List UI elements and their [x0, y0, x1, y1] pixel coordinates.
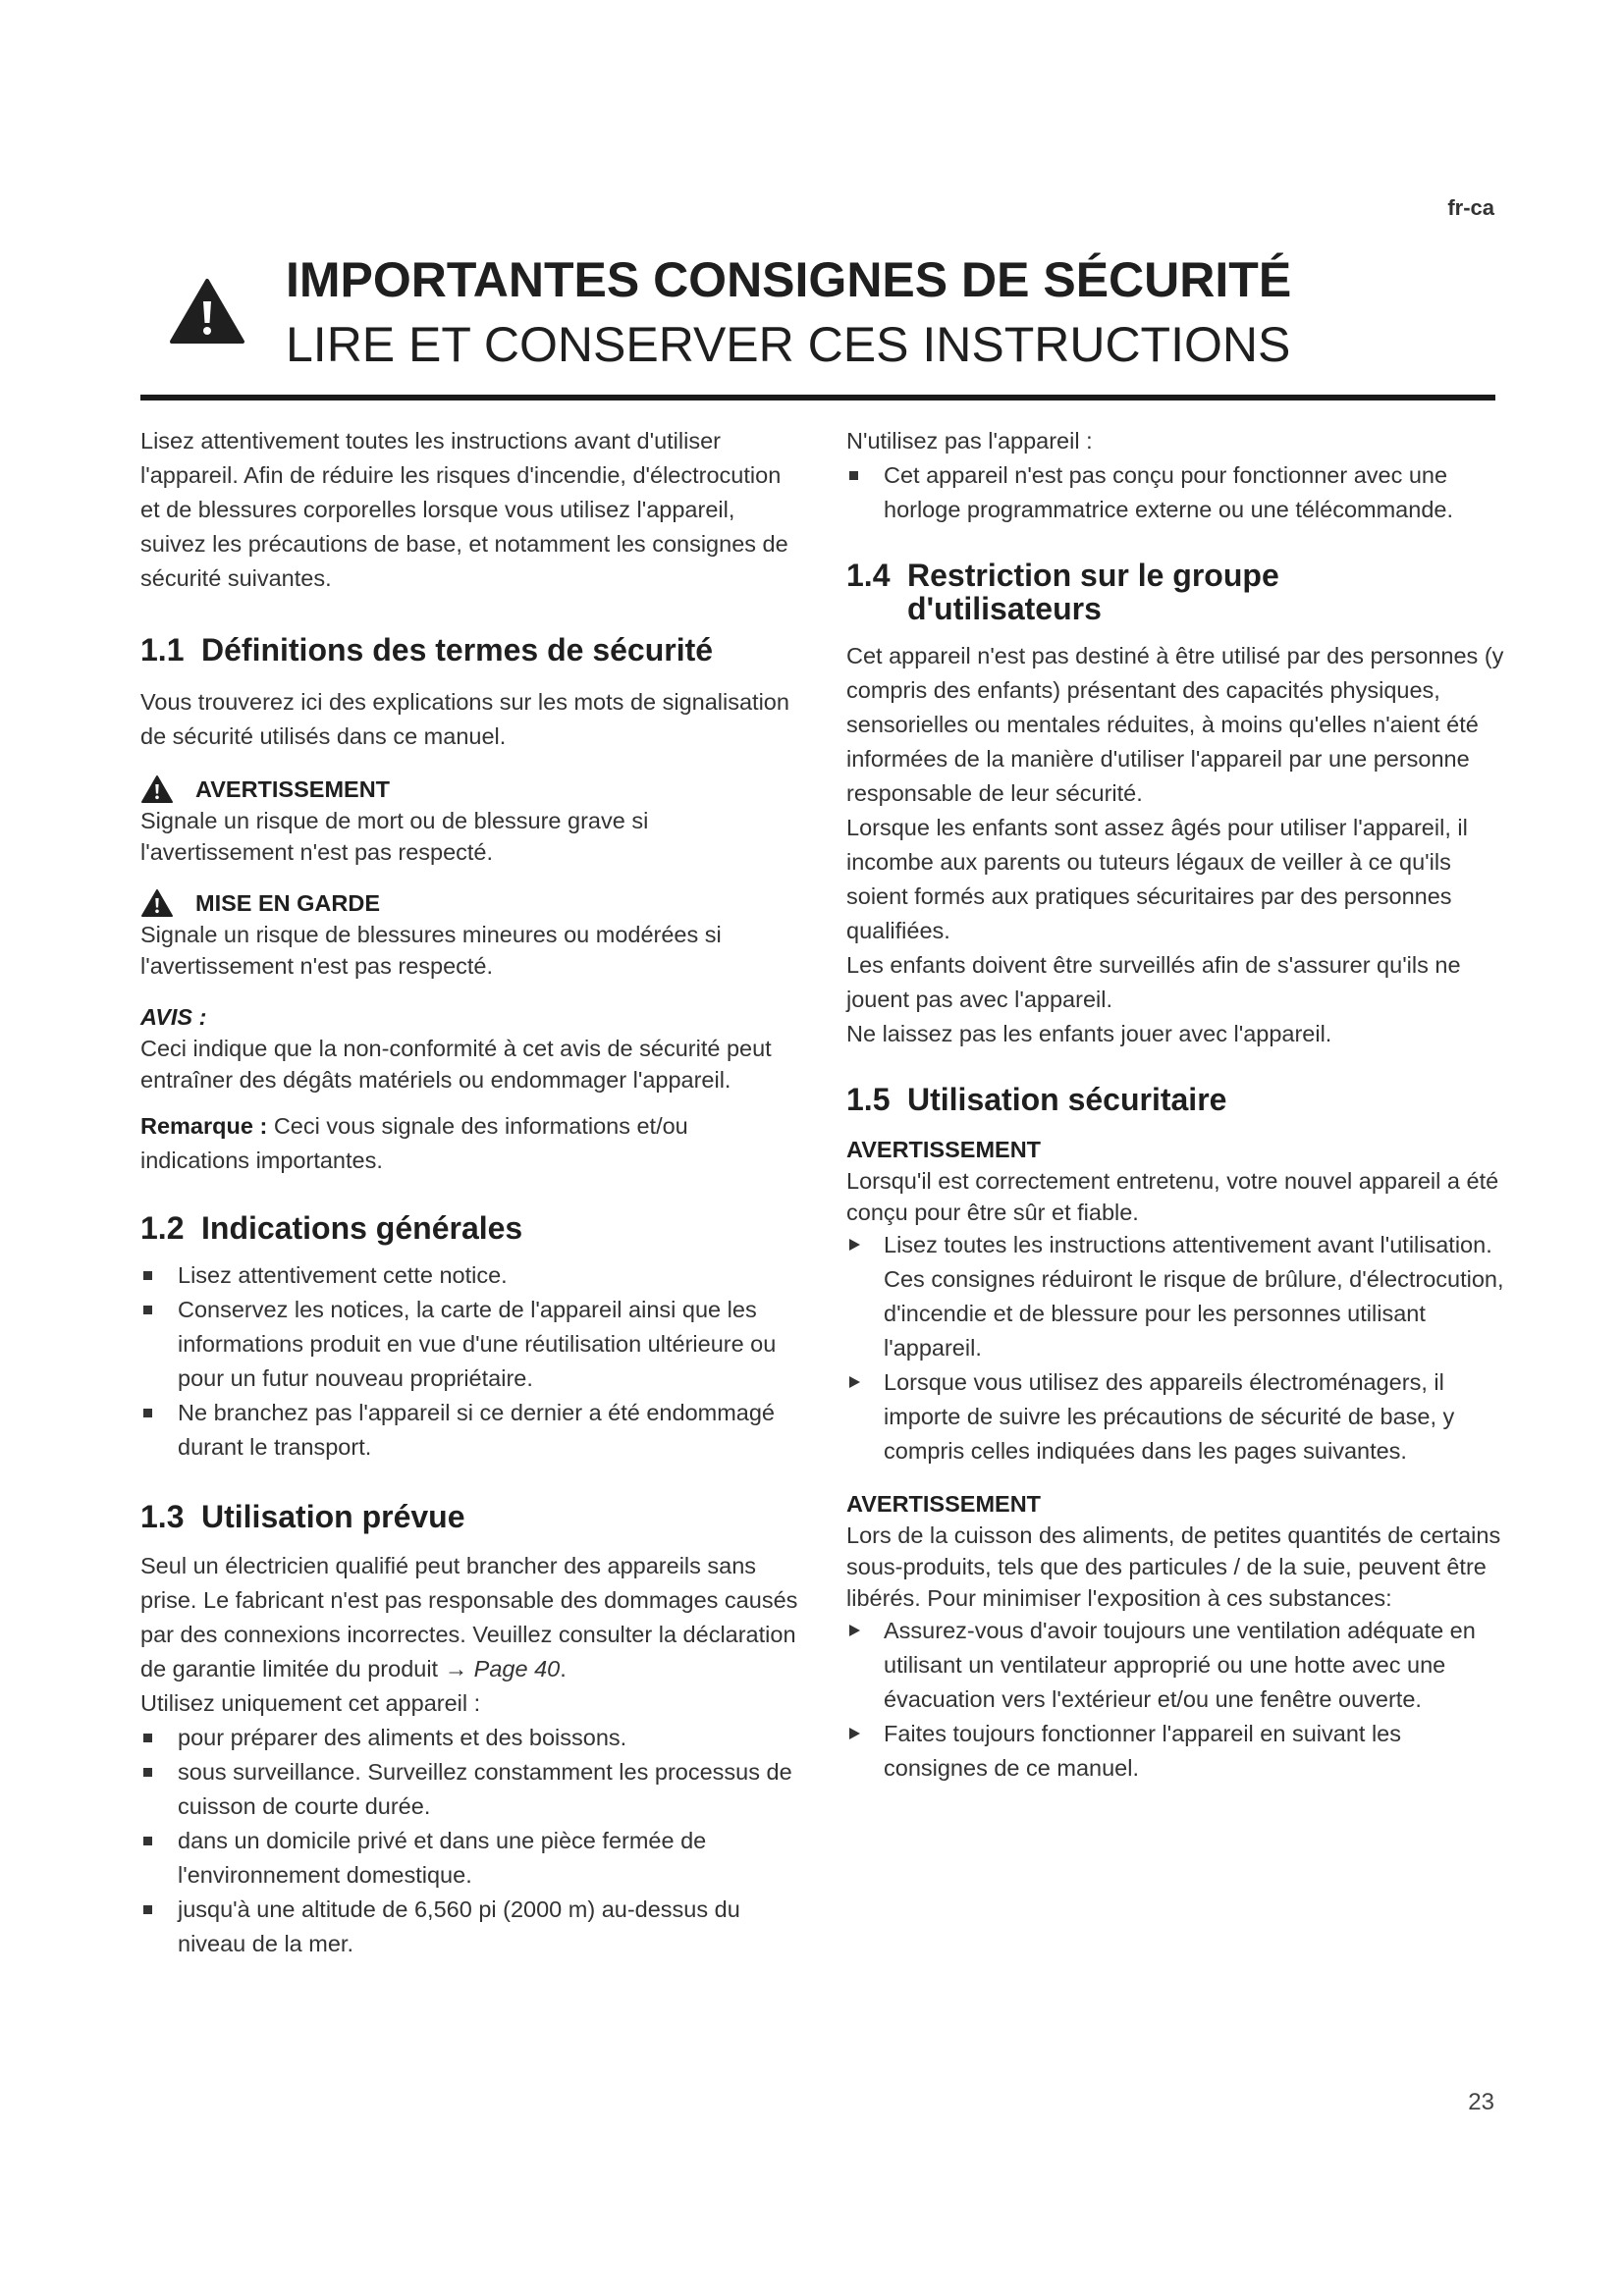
intended-use-paragraph: Seul un électricien qualifié peut brancher des appareils sans prise. Le fabricant n'est pas responsable des dommages causés par des connexions incorrectes. Veuillez consulter la déclaration de garantie limitée du produit → Page 40.: [140, 1553, 798, 1682]
page-subtitle: LIRE ET CONSERVER CES INSTRUCTIONS: [286, 317, 1291, 372]
warning-label: AVERTISSEMENT: [846, 1491, 1042, 1517]
bullet-square-icon: [143, 1271, 152, 1280]
page-number: 23: [1468, 2089, 1494, 2115]
warning-text: Lors de la cuisson des aliments, de petites quantités de certains sous-produits, tels que des particules / de la suie, peuvent être libérés. Pour minimiser l'exposition à ces substances:: [846, 1522, 1501, 1611]
bullet-triangle-icon: [849, 1376, 860, 1388]
definitions-intro: Vous trouverez ici des explications sur les mots de signalisation de sécurité utilisés dans ce manuel.: [140, 689, 789, 749]
right-column: [846, 424, 1506, 1786]
user-restriction-paragraph-2: Lorsque les enfants sont assez âgés pour utiliser l'appareil, il incombe aux parents ou tuteurs légaux de veiller à ce qu'ils soient formés aux pratiques sécuritaires par des personnes qualifiées.: [846, 815, 1468, 943]
caution-signal: [140, 887, 800, 919]
warning-text: Lorsqu'il est correctement entretenu, votre nouvel appareil a été conçu pour être sûr et fiable.: [846, 1168, 1499, 1225]
language-code: fr-ca: [1447, 195, 1494, 220]
warning-list: [846, 1228, 1506, 1468]
warning-label: AVERTISSEMENT: [195, 776, 391, 802]
list-item: Conservez les notices, la carte de l'appareil ainsi que les informations produit en vue d'une réutilisation ultérieure ou pour un futur nouveau propriétaire.: [140, 1293, 800, 1396]
warning-definition: Signale un risque de mort ou de blessure grave si l'avertissement n'est pas respecté.: [140, 808, 649, 865]
warning-triangle-icon: [140, 888, 174, 918]
not-use-intro: N'utilisez pas l'appareil :: [846, 428, 1093, 454]
note-label: Remarque :: [140, 1113, 268, 1139]
section-heading-1-2: 1.2 Indications générales: [140, 1210, 523, 1246]
user-restriction-paragraph-1: Cet appareil n'est pas destiné à être utilisé par des personnes (y compris des enfants) présentant des capacités physiques, sensorielles ou mentales réduites, à moins qu'elles n'aient été informées de la manière d'utiliser l'appareil par une personne responsable de leur sécurité.: [846, 643, 1504, 806]
not-use-list: [846, 458, 1506, 527]
section-heading-1-3: 1.3 Utilisation prévue: [140, 1499, 465, 1534]
notice-definition: Ceci indique que la non-conformité à cet avis de sécurité peut entraîner des dégâts matériels ou endommager l'appareil.: [140, 1036, 772, 1093]
bullet-square-icon: [849, 471, 858, 480]
bullet-square-icon: [143, 1409, 152, 1417]
bullet-square-icon: [143, 1768, 152, 1777]
intended-use-list: [140, 1721, 800, 1961]
list-item: Lisez attentivement cette notice.: [140, 1258, 800, 1293]
page-reference-link[interactable]: Page 40: [473, 1656, 561, 1682]
bullet-triangle-icon: [849, 1239, 860, 1251]
list-item: pour préparer des aliments et des boissons.: [140, 1721, 800, 1755]
user-restriction-paragraph-4: Ne laissez pas les enfants jouer avec l'appareil.: [846, 1021, 1332, 1046]
list-item: Lorsque vous utilisez des appareils électroménagers, il importe de suivre les précautions de sécurité de base, y compris celles indiquées dans les pages suivantes.: [846, 1365, 1506, 1468]
use-intro: Utilisez uniquement cet appareil :: [140, 1690, 481, 1716]
note-text: Ceci vous signale des informations et/ou indications importantes.: [140, 1113, 688, 1173]
bullet-square-icon: [143, 1837, 152, 1845]
bullet-square-icon: [143, 1734, 152, 1742]
arrow-right-icon: →: [444, 1656, 468, 1682]
bullet-triangle-icon: [849, 1728, 860, 1739]
user-restriction-paragraph-3: Les enfants doivent être surveillés afin de s'assurer qu'ils ne jouent pas avec l'appareil.: [846, 952, 1461, 1012]
list-item: Faites toujours fonctionner l'appareil en suivant les consignes de ce manuel.: [846, 1717, 1506, 1786]
caution-definition: Signale un risque de blessures mineures ou modérées si l'avertissement n'est pas respecté.: [140, 922, 722, 979]
list-item: Assurez-vous d'avoir toujours une ventilation adéquate en utilisant un ventilateur approprié ou une hotte avec une évacuation vers l'extérieur et/ou une fenêtre ouverte.: [846, 1614, 1506, 1717]
warning-signal: [140, 774, 800, 805]
caution-label: MISE EN GARDE: [195, 890, 381, 916]
left-column: [140, 424, 800, 1961]
general-indications-list: [140, 1258, 800, 1465]
note-definition: [140, 1109, 800, 1178]
title-divider: [140, 395, 1495, 400]
notice-label: AVIS :: [140, 1004, 207, 1030]
warning-triangle-icon: [140, 774, 174, 804]
page-title: IMPORTANTES CONSIGNES DE SÉCURITÉ: [286, 252, 1292, 307]
warning-triangle-icon: [169, 278, 245, 345]
bullet-triangle-icon: [849, 1625, 860, 1636]
section-heading-1-4: 1.4 Restriction sur le groupe d'utilisateurs: [846, 558, 1279, 626]
list-item: dans un domicile privé et dans une pièce fermée de l'environnement domestique.: [140, 1824, 800, 1893]
warning-list: [846, 1614, 1506, 1786]
bullet-square-icon: [143, 1905, 152, 1914]
intro-paragraph: Lisez attentivement toutes les instructions avant d'utiliser l'appareil. Afin de réduire les risques d'incendie, d'électrocution et de blessures corporelles lorsque vous utilisez l'appareil, suivez les précautions de base, et notamment les consignes de sécurité suivantes.: [140, 428, 788, 591]
section-heading-1-5: 1.5 Utilisation sécuritaire: [846, 1082, 1227, 1117]
warning-label: AVERTISSEMENT: [846, 1137, 1042, 1162]
list-item: Ne branchez pas l'appareil si ce dernier a été endommagé durant le transport.: [140, 1396, 800, 1465]
section-heading-1-1: 1.1 Définitions des termes de sécurité: [140, 632, 714, 667]
list-item: jusqu'à une altitude de 6,560 pi (2000 m) au-dessus du niveau de la mer.: [140, 1893, 800, 1961]
list-item: sous surveillance. Surveillez constamment les processus de cuisson de courte durée.: [140, 1755, 800, 1824]
list-item: Cet appareil n'est pas conçu pour fonctionner avec une horloge programmatrice externe ou une télécommande.: [846, 458, 1506, 527]
list-item: Lisez toutes les instructions attentivement avant l'utilisation. Ces consignes réduiront le risque de brûlure, d'électrocution, d'incendie et de blessure pour les personnes utilisant l'appareil.: [846, 1228, 1506, 1365]
bullet-square-icon: [143, 1306, 152, 1314]
